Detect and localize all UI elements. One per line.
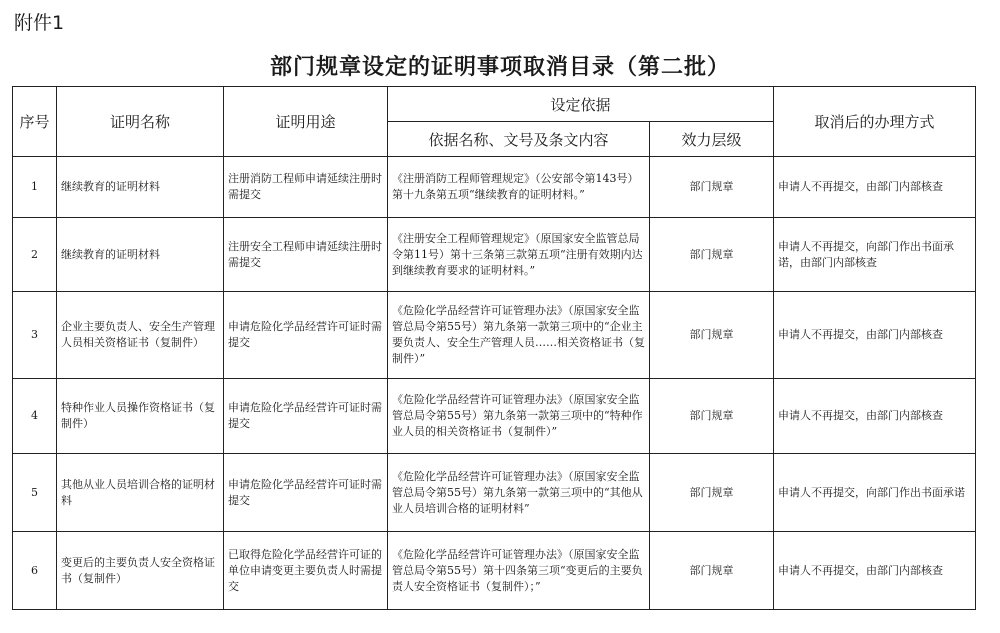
cell-seq: 2: [13, 218, 57, 292]
cell-name: 特种作业人员操作资格证书（复制件）: [57, 379, 224, 454]
cell-name: 变更后的主要负责人安全资格证书（复制件）: [57, 532, 224, 610]
cell-basis: 《注册安全工程师管理规定》（原国家安全监管总局令第11号）第十三条第三款第五项“注册有效期内达到继续教育要求的证明材料。”: [388, 218, 650, 292]
cell-purpose: 已取得危险化学品经营许可证的单位申请变更主要负责人时需提交: [224, 532, 388, 610]
cell-handling: 申请人不再提交，向部门作出书面承诺，由部门内部核查: [774, 218, 976, 292]
cell-name: 继续教育的证明材料: [57, 218, 224, 292]
cell-basis: 《危险化学品经营许可证管理办法》（原国家安全监管总局令第55号）第九条第一款第三项中的“企业主要负责人、安全生产管理人员……相关资格证书（复制件）”: [388, 292, 650, 379]
header-handling: 取消后的办理方式: [774, 87, 976, 157]
table-row: [13, 157, 976, 218]
cell-seq: 3: [13, 292, 57, 379]
cell-level: 部门规章: [650, 292, 774, 379]
cell-handling: 申请人不再提交，由部门内部核查: [774, 379, 976, 454]
header-row: [13, 87, 976, 122]
table-row: [13, 454, 976, 532]
cell-basis: 《危险化学品经营许可证管理办法》（原国家安全监管总局令第55号）第九条第一款第三项中的“特种作业人员的相关资格证书（复制件）”: [388, 379, 650, 454]
cell-handling: 申请人不再提交，向部门作出书面承诺: [774, 454, 976, 532]
header-name: 证明名称: [57, 87, 224, 157]
cell-name: 其他从业人员培训合格的证明材料: [57, 454, 224, 532]
cell-basis: 《注册消防工程师管理规定》（公安部令第143号）第十九条第五项“继续教育的证明材料。”: [388, 157, 650, 218]
cell-seq: 1: [13, 157, 57, 218]
cell-level: 部门规章: [650, 379, 774, 454]
header-level: 效力层级: [650, 122, 774, 157]
cell-level: 部门规章: [650, 218, 774, 292]
cell-purpose: 注册安全工程师申请延续注册时需提交: [224, 218, 388, 292]
cell-level: 部门规章: [650, 454, 774, 532]
table-row: [13, 532, 976, 610]
cell-handling: 申请人不再提交，由部门内部核查: [774, 532, 976, 610]
cell-level: 部门规章: [650, 532, 774, 610]
table-row: [13, 292, 976, 379]
cell-name: 继续教育的证明材料: [57, 157, 224, 218]
header-purpose: 证明用途: [224, 87, 388, 157]
cell-purpose: 注册消防工程师申请延续注册时需提交: [224, 157, 388, 218]
attachment-label: 附件1: [14, 12, 65, 34]
cell-seq: 4: [13, 379, 57, 454]
cell-seq: 6: [13, 532, 57, 610]
cell-handling: 申请人不再提交，由部门内部核查: [774, 157, 976, 218]
document-title: 部门规章设定的证明事项取消目录（第二批）: [269, 55, 730, 80]
cell-seq: 5: [13, 454, 57, 532]
cell-purpose: 申请危险化学品经营许可证时需提交: [224, 379, 388, 454]
cell-purpose: 申请危险化学品经营许可证时需提交: [224, 454, 388, 532]
header-basis-content: 依据名称、文号及条文内容: [388, 122, 650, 157]
cell-purpose: 申请危险化学品经营许可证时需提交: [224, 292, 388, 379]
cell-basis: 《危险化学品经营许可证管理办法》（原国家安全监管总局令第55号）第十四条第三项“变更后的主要负责人安全资格证书（复制件）；”: [388, 532, 650, 610]
header-seq: 序号: [13, 87, 57, 157]
cell-basis: 《危险化学品经营许可证管理办法》（原国家安全监管总局令第55号）第九条第一款第三项中的“其他从业人员培训合格的证明材料”: [388, 454, 650, 532]
table-row: [13, 218, 976, 292]
table-row: [13, 379, 976, 454]
header-basis: 设定依据: [388, 87, 774, 122]
cell-level: 部门规章: [650, 157, 774, 218]
cell-name: 企业主要负责人、安全生产管理人员相关资格证书（复制件）: [57, 292, 224, 379]
certificate-table: [12, 86, 976, 610]
cell-handling: 申请人不再提交，由部门内部核查: [774, 292, 976, 379]
